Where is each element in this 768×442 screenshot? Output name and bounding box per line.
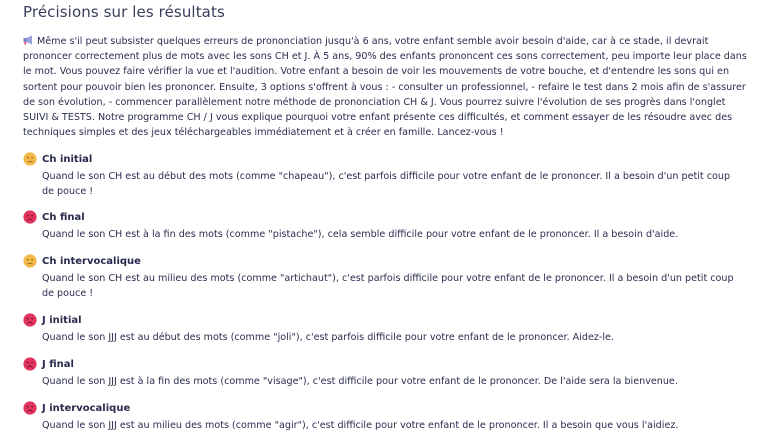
result-description: Quand le son JJJ est au début des mots (comme "joli"), c'est parfois difficile pour votre enfant de le prononcer. Aidez-le. xyxy=(42,332,615,343)
result-description: Quand le son JJJ est à la fin des mots (comme "visage"), c'est difficile pour votre enfant de le prononcer. De l'aide sera la bienvenue. xyxy=(42,376,678,387)
result-description: Quand le son CH est au début des mots (comme "chapeau"), c'est parfois difficile pour votre enfant de le prononcer. Il a besoin d'un petit coup de pouce ! xyxy=(42,171,731,198)
result-description: Quand le son CH est au milieu des mots (comme "artichaut"), c'est parfois difficile pour votre enfant de le prononcer. Il a besoin d'un petit coup de pouce ! xyxy=(42,273,734,300)
sad-face-icon xyxy=(23,357,37,371)
result-item xyxy=(23,313,747,345)
result-header xyxy=(23,210,747,225)
result-header xyxy=(23,313,747,328)
result-item xyxy=(23,210,747,242)
result-header xyxy=(23,401,747,416)
result-header xyxy=(23,152,747,167)
result-title: Ch initial xyxy=(42,154,93,165)
result-title: J initial xyxy=(42,315,82,326)
sad-face-icon xyxy=(23,313,37,327)
neutral-face-icon xyxy=(23,152,37,166)
intro-paragraph xyxy=(23,34,747,140)
result-description: Quand le son JJJ est au milieu des mots (comme "agir"), c'est difficile pour votre enfant de le prononcer. Il a besoin que vous l'aidiez. xyxy=(42,420,679,431)
sad-face-icon xyxy=(23,401,37,415)
intro-text: Même s'il peut subsister quelques erreurs de prononciation jusqu'à 6 ans, votre enfant semble avoir besoin d'aide, car à ce stade, il devrait prononcer correctement plus de mots avec les sons CH et J. À 5 ans, 90% des enfants prononcent ces sons correctement, peu importe leur place dans le mot. Vous pouvez faire vérifier la vue et l'audition. Votre enfant a besoin de voir les mouvements de votre bouche, et d'entendre les sons qui en sortent pour pouvoir bien les prononcer. Ensuite, 3 options s'offrent à vous : - consulter un professionnel, - refaire le test dans 2 mois afin de s'assurer de son évolution, - commencer parallèlement notre méthode de prononciation CH & J. Vous pourrez suivre l'évolution de ses progrès dans l'onglet SUIVI & TESTS. Notre programme CH / J vous explique pourquoi votre enfant présente ces difficultés, et comment essayer de les résoudre avec des techniques simples et des jeux téléchargeables immédiatement et à créer en famille. Lancez-vous ! xyxy=(23,36,747,139)
page-title: Précisions sur les résultats xyxy=(23,3,225,21)
result-description: Quand le son CH est à la fin des mots (comme "pistache"), cela semble difficile pour votre enfant de le prononcer. Il a besoin d'aide. xyxy=(42,229,679,240)
sad-face-icon xyxy=(23,210,37,224)
result-header xyxy=(23,254,747,269)
result-title: Ch final xyxy=(42,212,85,223)
result-item xyxy=(23,401,747,433)
result-title: J final xyxy=(42,359,74,370)
result-item xyxy=(23,152,747,199)
megaphone-icon xyxy=(23,35,34,45)
result-header xyxy=(23,357,747,372)
result-title: J intervocalique xyxy=(42,403,131,414)
result-item xyxy=(23,357,747,389)
neutral-face-icon xyxy=(23,254,37,268)
result-item xyxy=(23,254,747,301)
result-title: Ch intervocalique xyxy=(42,256,141,267)
